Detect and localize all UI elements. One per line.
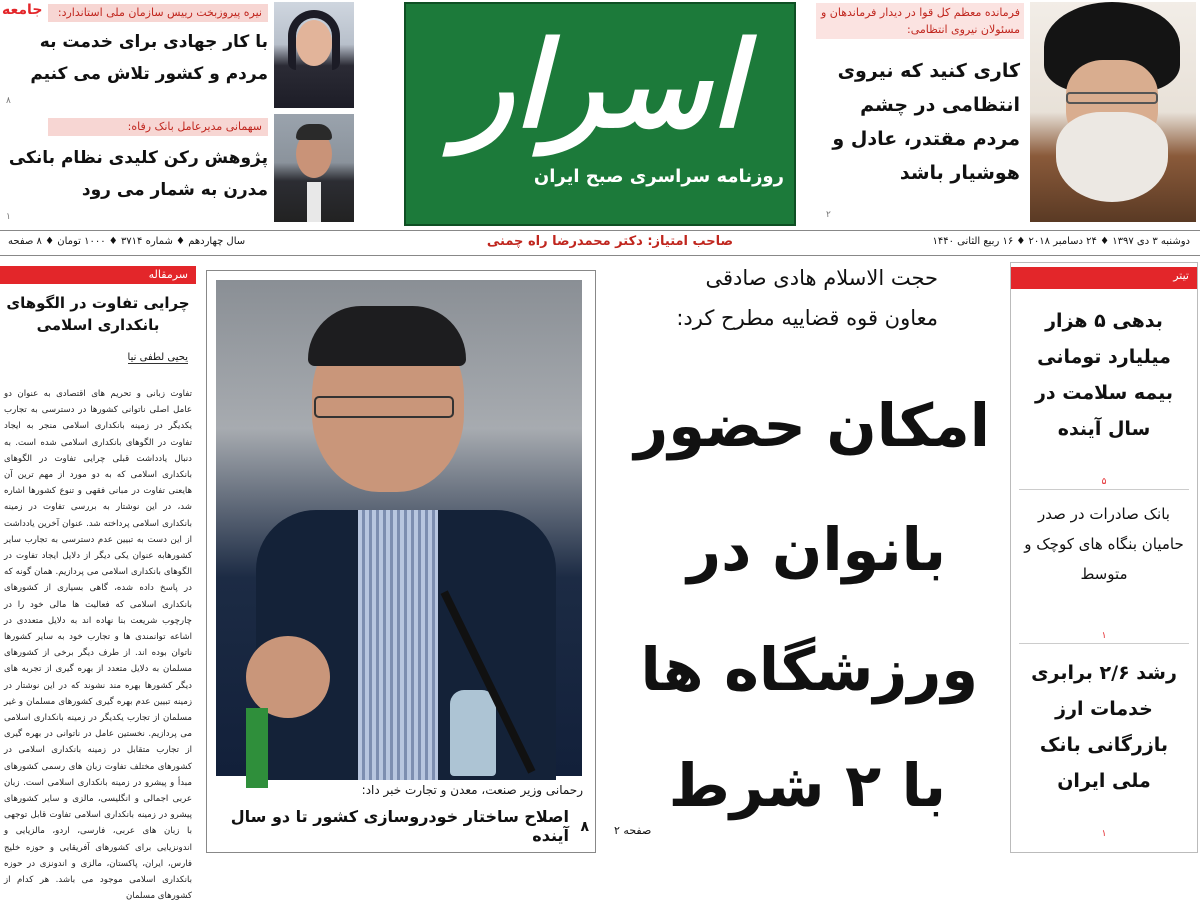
- main-page: صفحه ۲: [614, 824, 652, 837]
- info-owner: صاحب امتیاز: دکتر محمدرضا راه چمنی: [486, 234, 734, 249]
- main-headline-1[interactable]: امکان حضور: [634, 391, 990, 460]
- top-left-block: [0, 0, 358, 228]
- story1-page: ۸: [6, 96, 11, 106]
- brief-divider-2: [1019, 643, 1189, 644]
- editorial-title[interactable]: چرایی تفاوت در الگوهای بانکداری اسلامی: [6, 294, 190, 334]
- story1-headline[interactable]: با کار جهادی برای خدمت به مردم و کشور تلاش می کنیم: [30, 32, 268, 84]
- brief-item-2[interactable]: بانک صادرات در صدر حامیان بنگاه های کوچک و متوسط: [1024, 505, 1184, 583]
- info-issue: سال چهاردهم ♦ شماره ۳۷۱۴ ♦ ۱۰۰۰ تومان ♦ ۸ صفحه: [8, 236, 246, 247]
- top-right-block: [810, 0, 1200, 228]
- brief-column: [1010, 262, 1198, 853]
- brief-section: تیتر: [1173, 269, 1189, 282]
- editorial-tab: [0, 266, 196, 284]
- editorial-column: [0, 262, 196, 902]
- brief-item-3[interactable]: رشد ۲/۶ برابری خدمات ارز بازرگانی بانک ملی ایران: [1031, 662, 1177, 792]
- photo-headline[interactable]: اصلاح ساختار خودروسازی کشور تا دو سال آینده: [230, 807, 569, 845]
- portrait-woman: [274, 2, 354, 108]
- main-kicker-1: حجت الاسلام هادی صادقی: [705, 266, 938, 290]
- main-photo: [216, 280, 582, 776]
- brief-item-1[interactable]: بدهی ۵ هزار میلیارد تومانی بیمه سلامت در سال آینده: [1034, 310, 1174, 440]
- top-right-page: ۲: [826, 210, 831, 220]
- editorial-author: یحیی لطفی نیا: [127, 352, 188, 363]
- photo-block: [206, 270, 596, 853]
- brief-item-1-page: ۵: [1101, 477, 1107, 487]
- photo-caption: رحمانی وزیر صنعت، معدن و تجارت خبر داد:: [361, 783, 583, 797]
- brief-divider-1: [1019, 489, 1189, 490]
- editorial-body: تفاوت زبانی و تحریم های اقتصادی به عنوان دو عامل اصلی ناتوانی کشورها در دسترسی به تجارب یکدیگر در زمینه بانکداری اسلامی منجر به ایجاد تفاوت در الگوهای بانکداری اسلامی شده است. به دنبال یادداشت قبلی چرایی تفاوت در الگوهای بانکداری اسلامی که به دو مورد از مهم ترین آن هایعنی تفاوت در مبانی فقهی و تنوع کشورها اشاره شد، در این نوشتار به بررسی تفاوت در زمینه بانکداری اسلامی پرداخته شد. عنوان آخرین یادداشت از این دست به تبیین عدم دسترسی به تجارب سایر کشورهابه عنوان یکی دیگر از دلایل ایجاد تفاوت در الگوهای بانکداری اسلامی می پردازیم. همان گونه که در پاسخ داده شده، گاهی بسیاری از کشورهای بانکداری اسلامی که فعالیت ها مالی خود را در چارچوب شریعت بنا نهاده اند به دلایل متعددی در اشاعه توانمندی ها و تجارب خود به سایر کشورها ناتوان بوده اند. از طرف دیگر برخی از کشورهای مسلمان به دلایل متعدد از بهره گیری از تجربه های دیگر کشورها بهره مند نشوند که در این نوشتار در زمینه تبیین عدم بهره گیری کشورهای مسلمان و غیر مسلمان از تجارب یکدیگر در زمینه بانکداری اسلامی می پردازیم. نخستین عامل در ناتوانی در بهره گیری از تجارب متقابل در زمینه بانکداری اسلامی در کشورهای مختلف تفاوت زبان های رسمی کشورهای مبدأ و پیشرو در زمینه بانکداری اسلامی است. زبان عربی اجمالی و انگلیسی، مالزی و سایر کشورهای پیشرو در زمینه بانکداری اسلامی تفاوت قابل توجهی با زبان های عربی، فارسی، اردو، مالزیایی و اندونزیایی برای کشورهای آفریقایی و حوزه خلیج فارس، ایران، پاکستان، مالزی و اندونزی در حوزه بانکداری اسلامی موجود می باشد. هر کدام از کشورهای مسلمان: [4, 389, 192, 902]
- brief-tab: [1011, 267, 1197, 289]
- masthead-subtitle: روزنامه سراسری صبح ایران: [533, 166, 784, 187]
- main-kicker-2: معاون قوه قضاییه مطرح کرد:: [676, 306, 938, 330]
- top-right-headline[interactable]: کاری کنید که نیروی انتظامی در چشم مردم مقتدر، عادل و هوشیار باشد: [832, 60, 1020, 184]
- portrait-man: [274, 114, 354, 222]
- story2-headline[interactable]: پژوهش رکن کلیدی نظام بانکی مدرن به شمار می رود: [8, 148, 268, 200]
- main-headline-2[interactable]: بانوان در: [687, 515, 946, 584]
- brief-item-3-page: ۱: [1101, 829, 1107, 839]
- photo-page: ۸: [580, 819, 589, 835]
- corner-logo: جامعه: [2, 2, 43, 18]
- story2-page: ۱: [6, 212, 11, 222]
- editorial-section: سرمقاله: [148, 268, 188, 281]
- masthead-title: اسرار: [456, 15, 744, 154]
- masthead: [404, 2, 796, 226]
- info-bar: [0, 230, 1200, 256]
- main-story: [604, 262, 1004, 853]
- main-headline-4[interactable]: با ۲ شرط: [668, 751, 946, 820]
- story2-kicker: سهمانی مدیرعامل بانک رفاه:: [48, 118, 268, 136]
- main-headline-3[interactable]: ورزشگاه ها: [640, 635, 978, 704]
- portrait-leader: [1030, 2, 1196, 222]
- brief-item-2-page: ۱: [1101, 631, 1107, 641]
- info-date: دوشنبه ۳ دی ۱۳۹۷ ♦ ۲۴ دسامبر ۲۰۱۸ ♦ ۱۶ ربیع الثانی ۱۴۴۰: [932, 236, 1190, 247]
- story1-kicker: نیره پیروزبخت رییس سازمان ملی استاندارد:: [48, 4, 268, 22]
- top-right-kicker: فرمانده معظم کل قوا در دیدار فرماندهان و مسئولان نیروی انتظامی:: [816, 3, 1024, 39]
